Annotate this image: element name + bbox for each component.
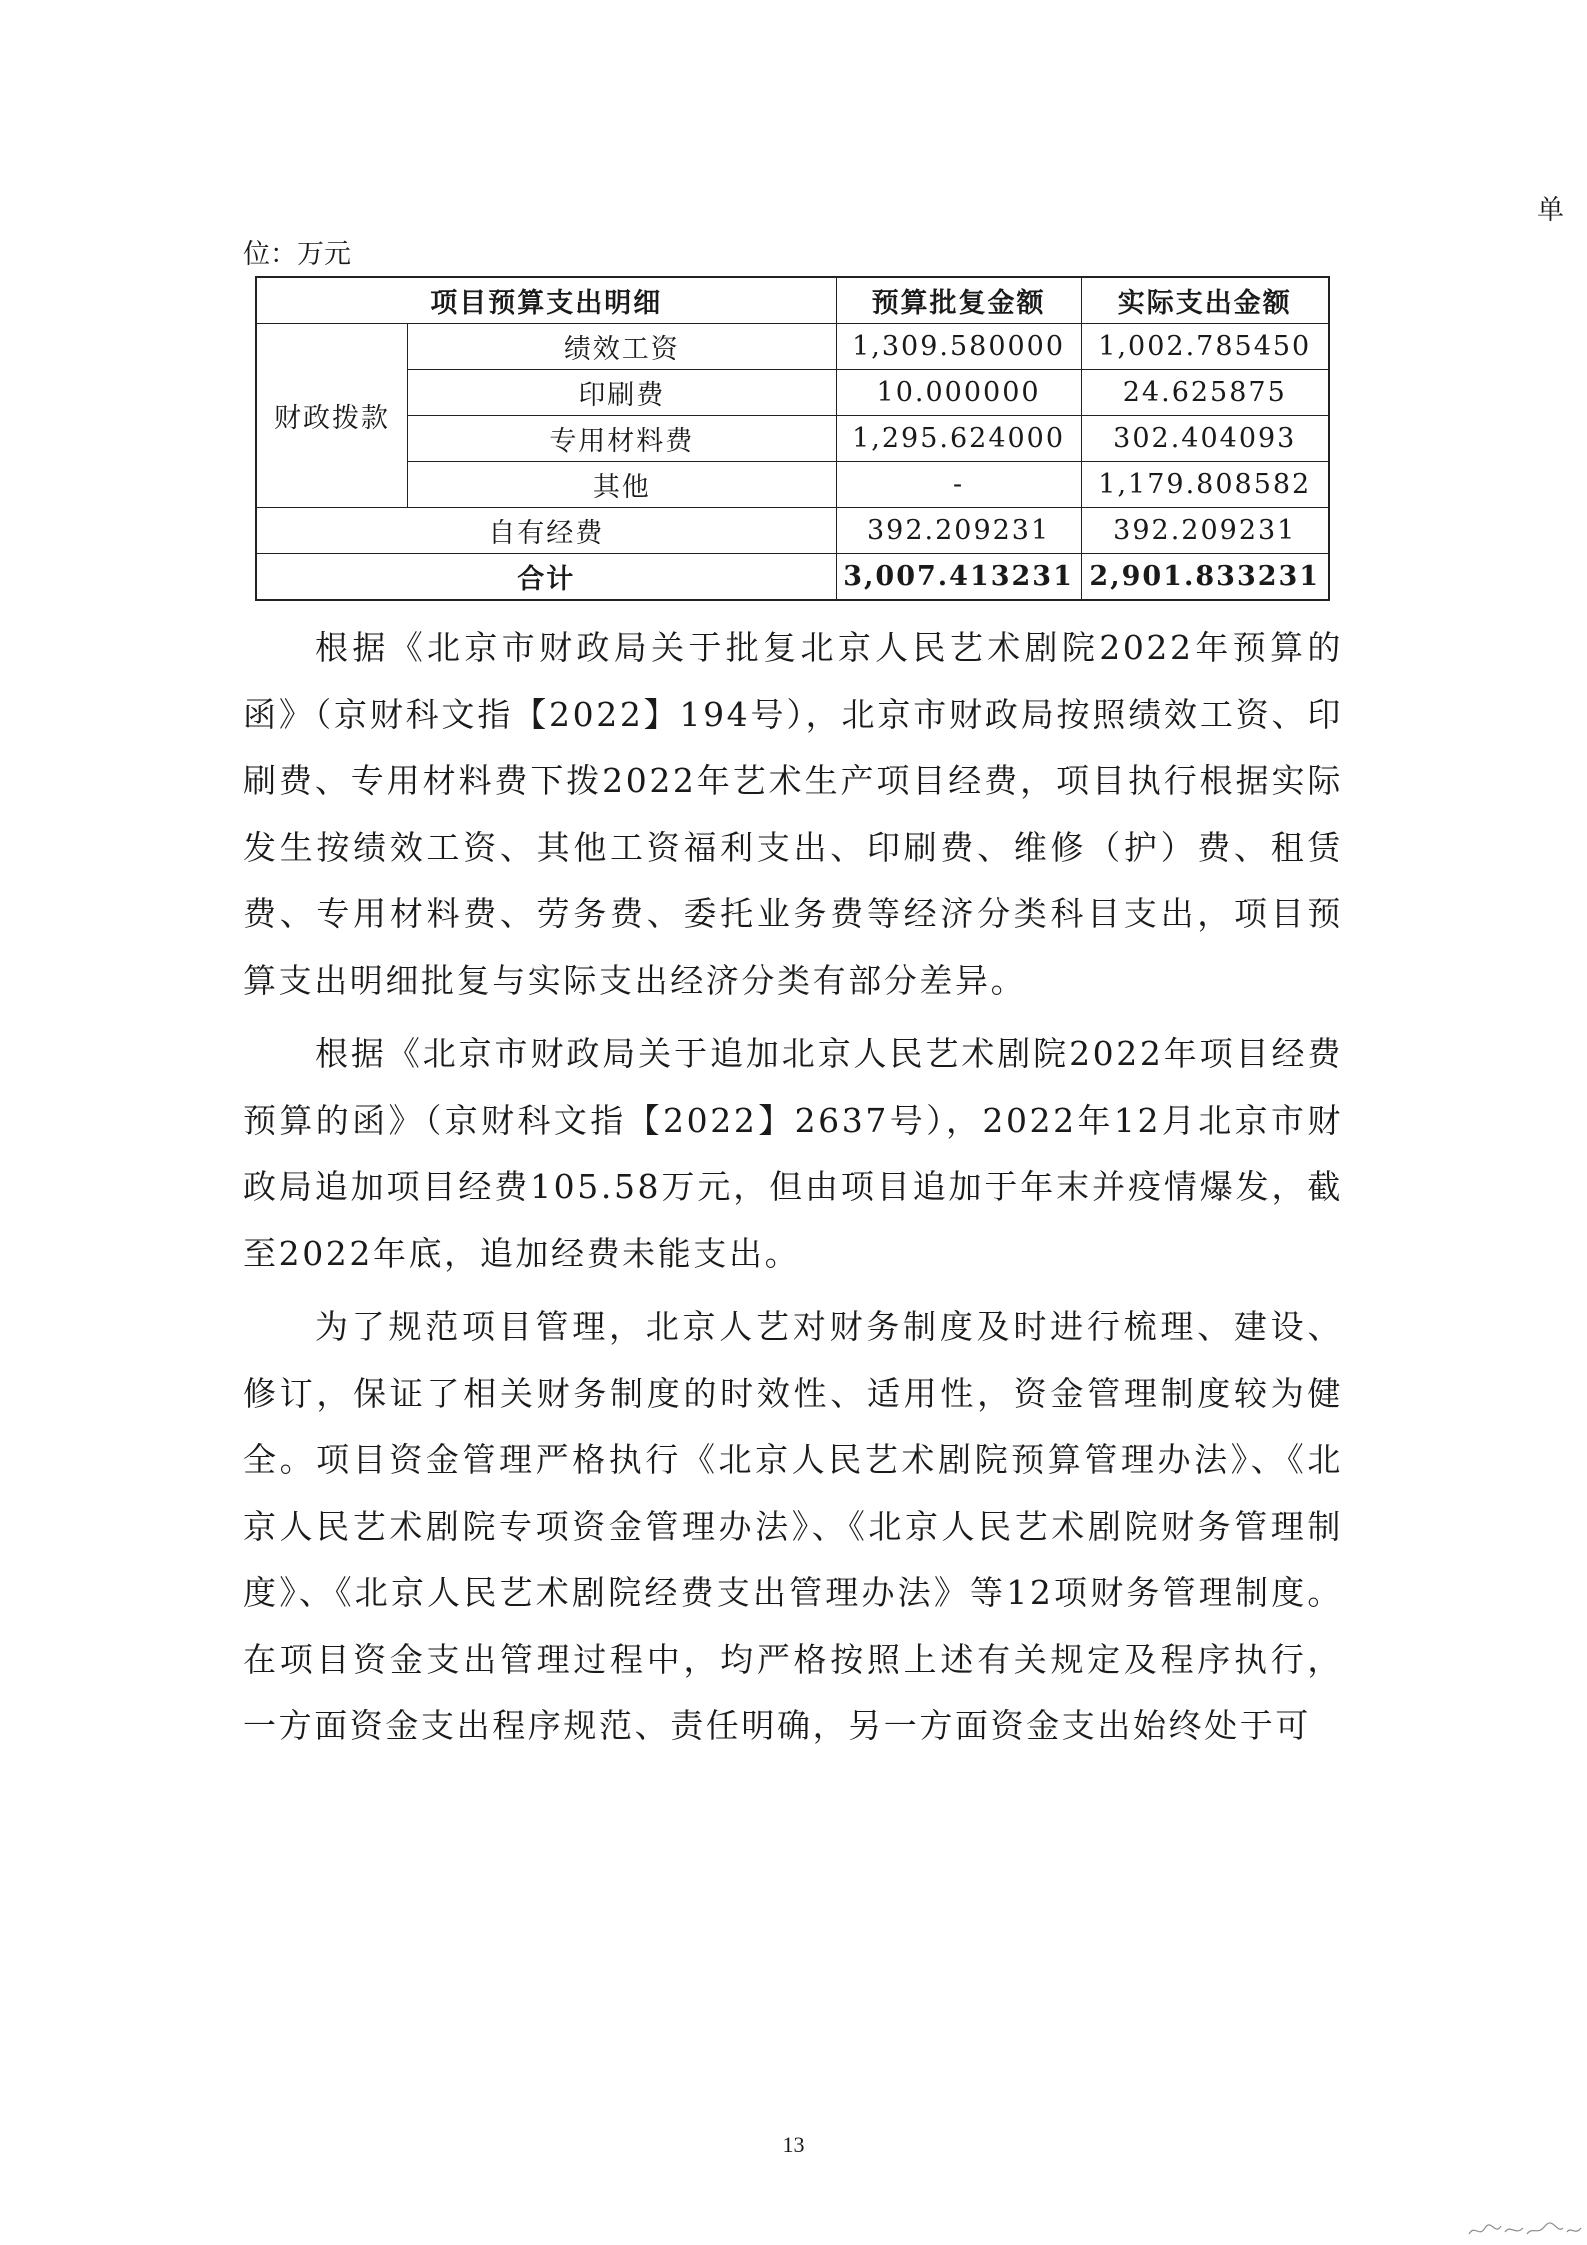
paragraph: 为了规范项目管理，北京人艺对财务制度及时进行梳理、建设、修订，保证了相关财务制度的时效性、适用性，资金管理制度较为健全。项目资金管理严格执行《北京人民艺术剧院预算管理办法》、《北京人民艺术剧院专项资金管理办法》、《北京人民艺术剧院财务管理制度》、《北京人民艺术剧院经费支出管理办法》等12项财务管理制度。在项目资金支出管理过程中，均严格按照上述有关规定及程序执行，一方面资金支出程序规范、责任明确，另一方面资金支出始终处于可 (243, 1307, 1343, 1745)
row-name: 印刷费 (408, 370, 837, 416)
body-text (243, 615, 1343, 1767)
row-approved: 1,295.624000 (836, 416, 1081, 462)
total-actual: 2,901.833231 (1081, 554, 1329, 601)
row-approved: - (836, 462, 1081, 508)
row-name: 绩效工资 (408, 324, 837, 370)
table-row-own-funds (256, 508, 1329, 554)
header-actual: 实际支出金额 (1081, 277, 1329, 324)
watermark-signature-icon (1465, 2220, 1585, 2240)
budget-table (255, 276, 1330, 601)
row-approved: 392.209231 (836, 508, 1081, 554)
table-header-row (256, 277, 1329, 324)
total-label: 合计 (256, 554, 836, 601)
row-name: 专用材料费 (408, 416, 837, 462)
unit-label-suffix: 位：万元 (243, 239, 351, 270)
row-approved: 10.000000 (836, 370, 1081, 416)
group-label-fiscal: 财政拨款 (256, 324, 408, 508)
header-approved: 预算批复金额 (836, 277, 1081, 324)
table-row (256, 324, 1329, 370)
total-approved: 3,007.413231 (836, 554, 1081, 601)
table-row-total (256, 554, 1329, 601)
row-name: 自有经费 (256, 508, 836, 554)
row-name: 其他 (408, 462, 837, 508)
page-number: 13 (782, 2132, 805, 2157)
table-row (256, 416, 1329, 462)
paragraph: 根据《北京市财政局关于追加北京人民艺术剧院2022年项目经费预算的函》（京财科文指【2022】2637号），2022年12月北京市财政局追加项目经费105.58万元，但由项目追加于年末并疫情爆发，截至2022年底，追加经费未能支出。 (243, 1034, 1343, 1273)
table-row (256, 370, 1329, 416)
row-actual: 24.625875 (1081, 370, 1329, 416)
paragraph: 根据《北京市财政局关于批复北京人民艺术剧院2022年预算的函》（京财科文指【2022】194号），北京市财政局按照绩效工资、印刷费、专用材料费下拨2022年艺术生产项目经费，项目执行根据实际发生按绩效工资、其他工资福利支出、印刷费、维修（护）费、租赁费、专用材料费、劳务费、委托业务费等经济分类科目支出，项目预算支出明细批复与实际支出经济分类有部分差异。 (243, 628, 1343, 1000)
row-approved: 1,309.580000 (836, 324, 1081, 370)
row-actual: 302.404093 (1081, 416, 1329, 462)
header-item: 项目预算支出明细 (256, 277, 836, 324)
row-actual: 1,179.808582 (1081, 462, 1329, 508)
table-row (256, 462, 1329, 508)
unit-label-prefix: 单 (1537, 195, 1564, 226)
row-actual: 392.209231 (1081, 508, 1329, 554)
row-actual: 1,002.785450 (1081, 324, 1329, 370)
